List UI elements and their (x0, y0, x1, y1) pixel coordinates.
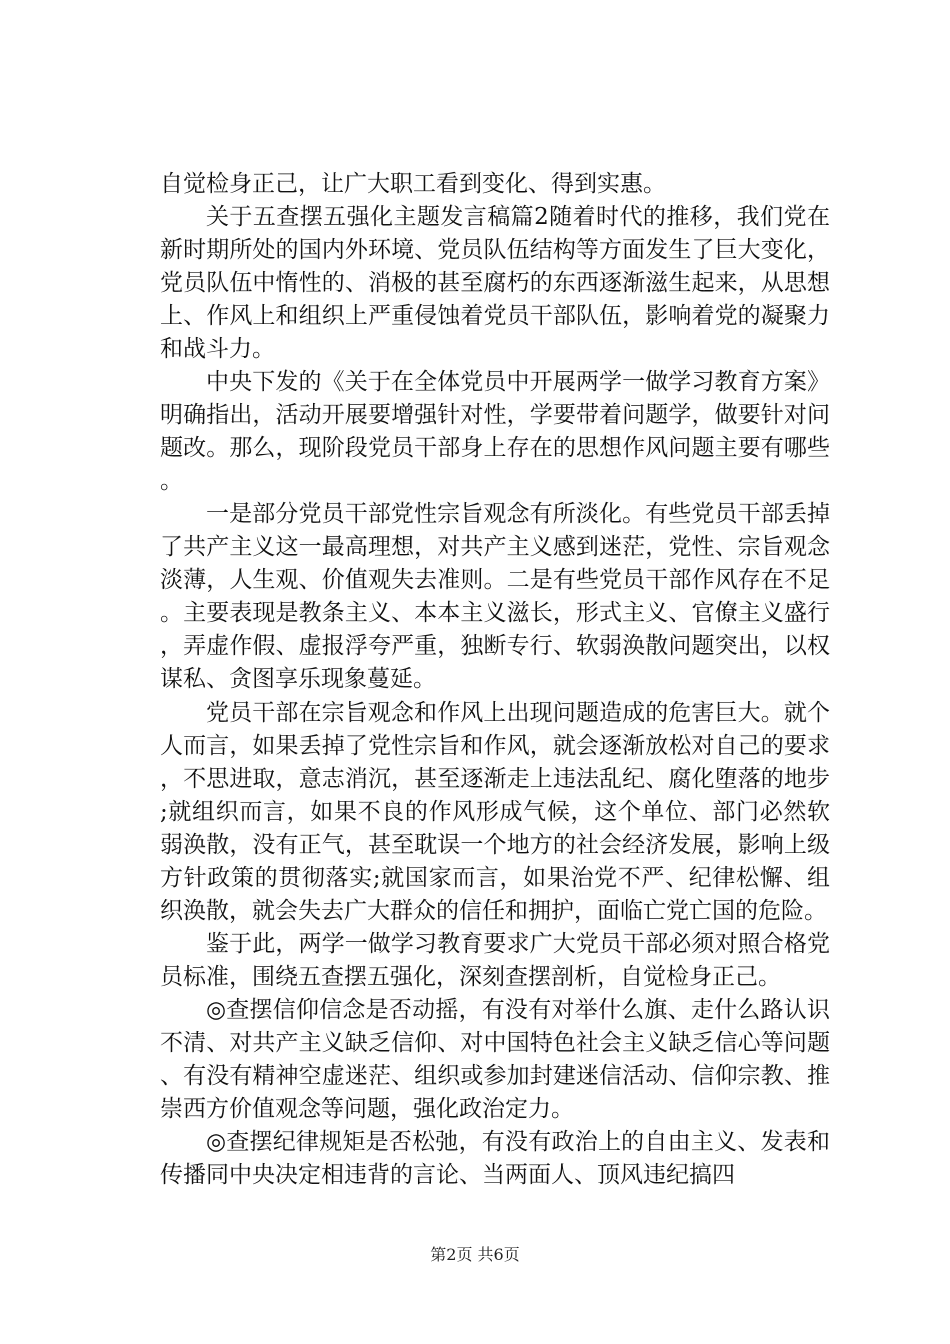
paragraph-7: ◎查摆信仰信念是否动摇，有没有对举什么旗、走什么路认识不清、对共产主义缺乏信仰、对中国特色社会主义缺乏信心等问题、有没有精神空虚迷茫、组织或参加封建迷信活动、信仰宗教、推崇西方价值观念等问题，强化政治定力。 (160, 996, 830, 1122)
paragraph-1: 自觉检身正己，让广大职工看到变化、得到实惠。 (160, 171, 666, 197)
paragraph-6: 鉴于此，两学一做学习教育要求广大党员干部必须对照合格党员标准，围绕五查摆五强化，深刻查摆剖析，自觉检身正己。 (160, 930, 830, 990)
paragraph-3: 中央下发的《关于在全体党员中开展两学一做学习教育方案》明确指出，活动开展要增强针对性，学要带着问题学，做要针对问题改。那么，现阶段党员干部身上存在的思想作风问题主要有哪些。 (160, 369, 830, 495)
paragraph-2: 关于五查摆五强化主题发言稿篇2随着时代的推移，我们党在新时期所处的国内外环境、党员队伍结构等方面发生了巨大变化，党员队伍中惰性的、消极的甚至腐朽的东西逐渐滋生起来，从思想上、作风上和组织上严重侵蚀着党员干部队伍，影响着党的凝聚力和战斗力。 (160, 204, 830, 363)
document-body (160, 168, 830, 1192)
paragraph-4: 一是部分党员干部党性宗旨观念有所淡化。有些党员干部丢掉了共产主义这一最高理想，对共产主义感到迷茫，党性、宗旨观念淡薄，人生观、价值观失去准则。二是有些党员干部作风存在不足。主要表现是教条主义、本本主义滋长，形式主义、官僚主义盛行，弄虚作假、虚报浮夸严重，独断专行、软弱涣散问题突出，以权谋私、贪图享乐现象蔓延。 (160, 501, 830, 693)
paragraph-5: 党员干部在宗旨观念和作风上出现问题造成的危害巨大。就个人而言，如果丢掉了党性宗旨和作风，就会逐渐放松对自己的要求，不思进取，意志消沉，甚至逐渐走上违法乱纪、腐化堕落的地步;就组织而言，如果不良的作风形成气候，这个单位、部门必然软弱涣散，没有正气，甚至耽误一个地方的社会经济发展，影响上级方针政策的贯彻落实;就国家而言，如果治党不严、纪律松懈、组织涣散，就会失去广大群众的信任和拥护，面临亡党亡国的危险。 (160, 699, 830, 924)
paragraph-8: ◎查摆纪律规矩是否松弛，有没有政治上的自由主义、发表和传播同中央决定相违背的言论、当两面人、顶风违纪搞四 (160, 1128, 830, 1188)
page-footer: 第2页 共6页 (430, 1245, 520, 1264)
